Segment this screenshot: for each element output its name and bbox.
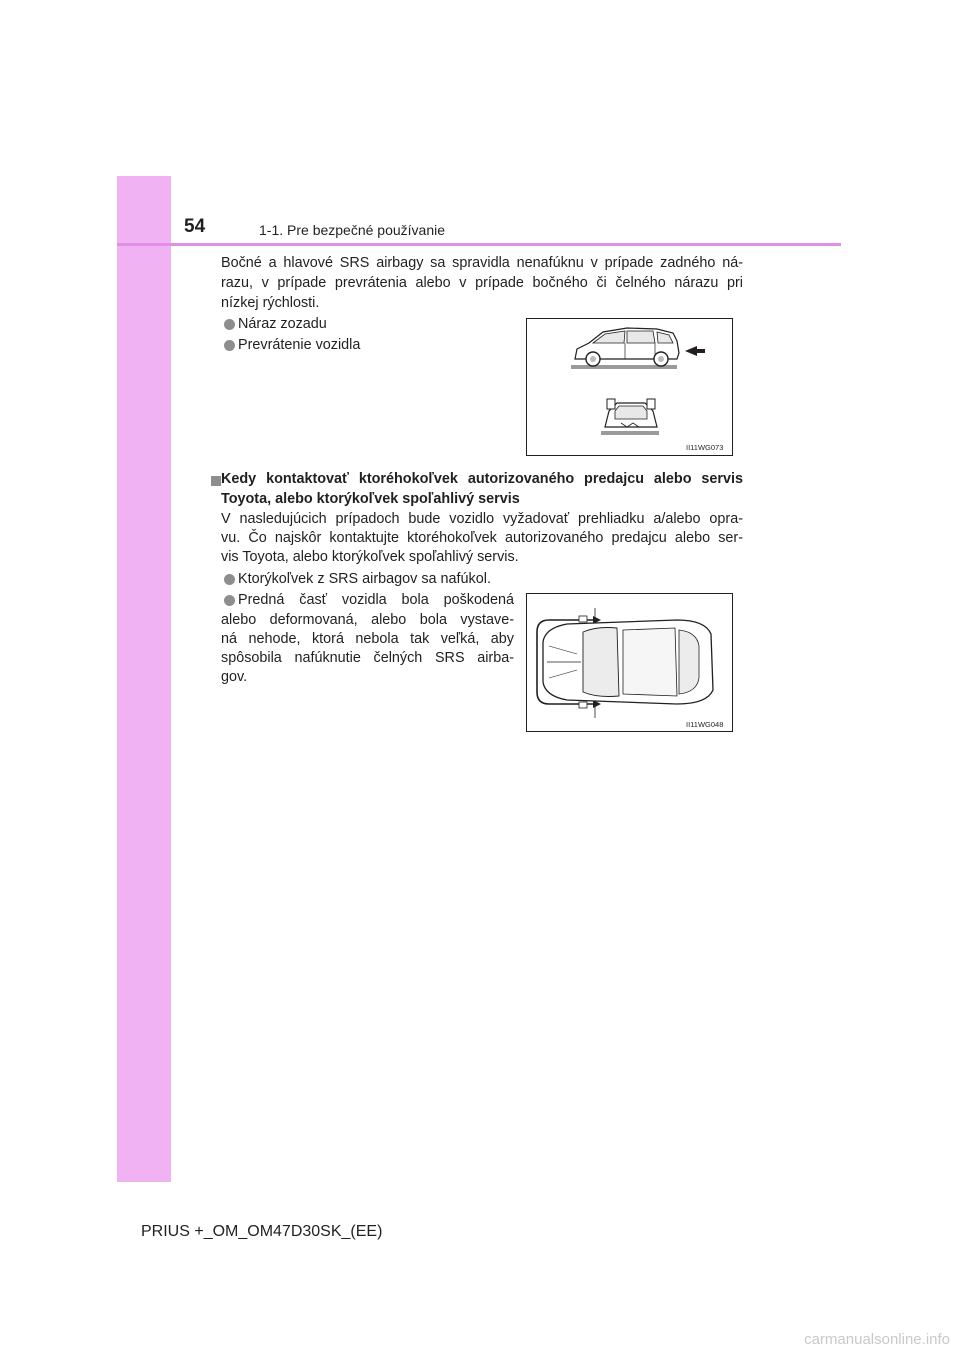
bullet-dot-icon xyxy=(224,595,235,606)
bullet-dot-icon xyxy=(224,340,235,351)
car-top-view-illustration xyxy=(527,594,732,731)
figure-rear-impact-rollover xyxy=(526,318,733,456)
bullet-b2-line-1: Predná časť vozidla bola poškodená xyxy=(238,592,514,608)
bullet-b2-line-5: gov. xyxy=(221,669,248,685)
bullet-rollover: Prevrátenie vozidla xyxy=(238,337,361,353)
bullet-rear-impact: Náraz zozadu xyxy=(238,316,327,332)
intro-line-1: Bočné a hlavové SRS airbagy sa spravidla nenafúknu v prípade zadného ná- xyxy=(221,255,743,271)
bullet-airbag-inflated: Ktorýkoľvek z SRS airbagov sa nafúkol. xyxy=(238,571,491,587)
figure-code: II11WG073 xyxy=(686,443,724,452)
footer-document-id: PRIUS +_OM_OM47D30SK_(EE) xyxy=(141,1223,383,1240)
bullet-dot-icon xyxy=(224,319,235,330)
bullet-dot-icon xyxy=(224,574,235,585)
section-title: 1-1. Pre bezpečné používanie xyxy=(259,222,446,238)
intro-line-2: razu, v prípade prevrátenia alebo v prípade bočného či čelného nárazu pri xyxy=(221,275,743,291)
para2-line-2: vu. Čo najskôr kontaktujte ktoréhokoľvek autorizovaného predajcu alebo ser- xyxy=(221,530,743,546)
figure-code: II11WG048 xyxy=(686,720,724,729)
figure-front-damage xyxy=(526,593,733,732)
bullet-b2-line-4: spôsobila nafúknutie čelných SRS airba- xyxy=(221,650,514,666)
page-number: 54 xyxy=(184,216,206,237)
heading-square-icon xyxy=(211,476,221,486)
chapter-tab-sidebar xyxy=(117,176,171,1182)
watermark: carmanualsonline.info xyxy=(804,1331,950,1348)
bullet-b2-line-3: ná nehode, ktorá nebola tak veľká, aby xyxy=(221,631,514,647)
intro-line-3: nízkej rýchlosti. xyxy=(221,295,320,311)
heading-line-2: Toyota, alebo ktorýkoľvek spoľahlivý servis xyxy=(221,491,520,507)
heading-line-1: Kedy kontaktovať ktoréhokoľvek autorizovaného predajcu alebo servis xyxy=(221,471,743,487)
header-divider xyxy=(117,243,841,246)
para2-line-1: V nasledujúcich prípadoch bude vozidlo vyžadovať prehliadku a/alebo opra- xyxy=(221,511,743,527)
car-rear-impact-illustration xyxy=(527,319,732,455)
bullet-b2-line-2: alebo deformovaná, alebo bola vystave- xyxy=(221,612,514,628)
para2-line-3: vis Toyota, alebo ktorýkoľvek spoľahlivý servis. xyxy=(221,549,519,565)
